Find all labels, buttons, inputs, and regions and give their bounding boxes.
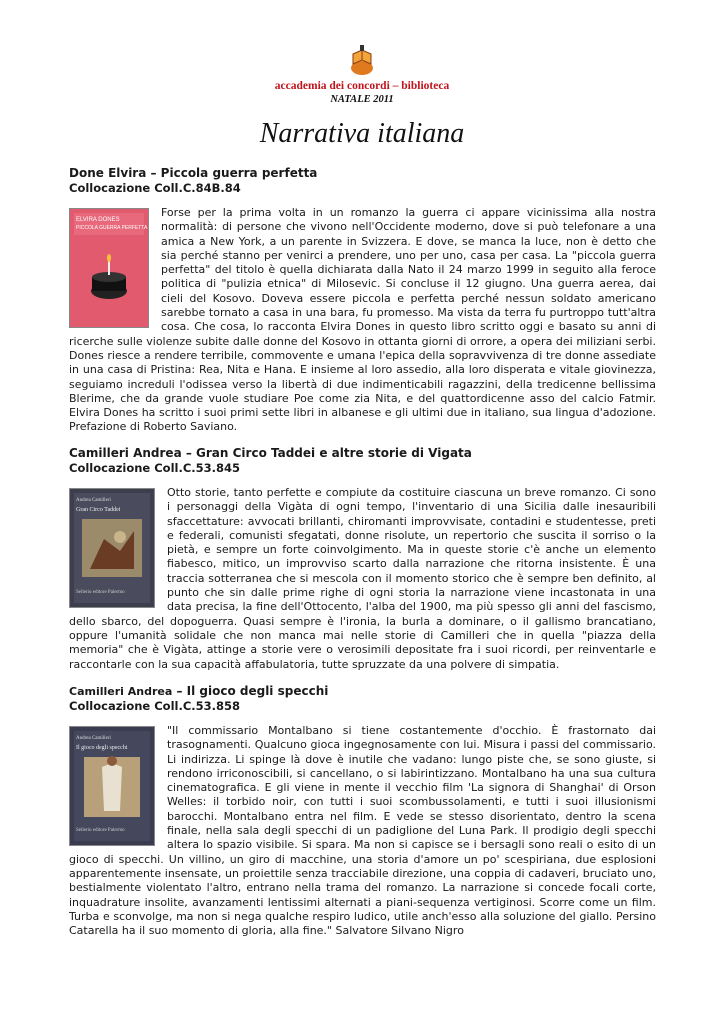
book-cover [69, 726, 155, 846]
organization-name: accademia dei concordi – biblioteca [274, 80, 450, 92]
library-logo-icon [344, 42, 380, 78]
book-description: Otto storie, tanto perfette e compiute da costituire ciascuna un breve romanzo. Ci sono i personaggi della Vigàta di ogni tempo, l'inventario di una Sicilia dalle inesauribili sfaccettature: avvocati brillanti, chiromanti improvvisate, contadini e studentesse, preti e federali, comunisti sfegatati, donne risolute, un repertorio che suscita il sorriso o la pietà, e sempre un forte coinvolgimento. Ma in queste storie c'è anche un elemento fiabesco, mitico, un improvviso scarto dalla narrazione che ritorna insistente. È una traccia sotterranea che si mescola con il momento storico che è sempre ben definito, al punto che sin dalle prime righe di ogni storia la narrazione viene incastonata in una data precisa, la fine dell'Ottocento, l'alba del 1900, ma più spesso gli anni del fascismo, dello sbarco, del dopoguerra. Quasi sempre è l'ironia, la burla a dominare, o il gallismo brancatiano, oppure l'umanità solidale che non manca mai nelle storie di Camilleri che in quella "piazza della memoria" che è Vigàta, attinge a storie vere o verosimili depositate fra i suoi ricordi, per reinventarle e raccontarle con la sua capacità affabulatoria, tutte spruzzate da una polvere di simpatia. [69, 486, 656, 671]
svg-text:Andrea Camilleri: Andrea Camilleri [76, 736, 111, 741]
svg-text:Andrea Camilleri: Andrea Camilleri [76, 498, 111, 503]
book-entry [69, 446, 656, 672]
svg-text:Gran Circo Taddei: Gran Circo Taddei [76, 507, 121, 513]
book-collocation: Collocazione Coll.C.84B.84 [69, 181, 241, 195]
book-cover [69, 488, 155, 608]
page-title: Narrativa italiana [259, 118, 465, 149]
book-collocation: Collocazione Coll.C.53.845 [69, 461, 241, 475]
book-title: Done Elvira – Piccola guerra perfetta [69, 166, 318, 180]
book-description: "Il commissario Montalbano si tiene costantemente d'occhio. È frastornato dai trasognamenti. Qualcuno gioca ingegnosamente con lui. Misura i passi del commissario. Li indirizza. Li spinge là dove è inutile che vadano: lungo piste che, se sono giuste, si rendono irriconoscibili, si cancellano, o si labirintizzano. Montalbano ha una sua cultura cinematografica. E gli viene in mente il vecchio film 'La signora di Shanghai' di Orson Welles: il torbido noir, con tutti i suoi scombussolamenti, e tutti i suoi illusionismi barocchi. Montalbano entra nel film. E vede se stesso disorientato, dentro la scena finale, nella sala degli specchi di un padiglione del Luna Park. Il prodigio degli specchi altera lo spazio visibile. Si spara. Ma non si capisce se i bersagli sono reali o esito di un gioco di specchi. Un villino, un giro di macchine, una storia d'amore un po' scespiriana, due esplosioni apparentemente insensate, un proiettile senza tracciabile direzione, una coppia di cadaveri, bruciato uno, bestialmente violentato l'altro, entrano nella trama del romanzo. La narrazione si concede focali corte, inquadrature insolite, avanzamenti lentissimi alternati a piani-sequenza vertiginosi. Scorre come un film. Turba e sconvolge, ma non si nega qualche respiro ludico, utile anch'esso alla soluzione del giallo. Persino Catarella ha il suo momento di gloria, alla fine." Salvatore Silvano Nigro [69, 724, 656, 938]
book-author: Camilleri Andrea [69, 685, 173, 698]
book-title-main: – Il gioco degli specchi [172, 684, 329, 698]
svg-text:Sellerio editore Palermo: Sellerio editore Palermo [76, 828, 125, 833]
book-title [69, 684, 656, 699]
svg-text:ELVIRA DONES: ELVIRA DONES [76, 217, 120, 223]
edition-label: NATALE 2011 [330, 94, 394, 105]
book-entry [69, 684, 656, 938]
book-cover [69, 208, 149, 328]
book-description: Forse per la prima volta in un romanzo la guerra ci appare vicinissima alla nostra normalità: di persone che vivono nell'Occidente moderno, dove si può telefonare a una amica a New York, a un parente in Svizzera. E dove, se manca la luce, non è detto che sia perché stanno per venirci a prendere, uno per uno, casa per casa. La "piccola guerra perfetta" del titolo è quella dichiarata dalla Nato il 24 marzo 1999 in seguito alla feroce politica di "pulizia etnica" di Milosevic. Si concluse il 12 giugno. Una guerra aerea, dai cieli del Kosovo. Doveva essere piccola e perfetta perché nessun soldato americano sarebbe tornato a casa in una bara, fu promesso. Ma vista da terra fu purtroppo tutt'altra cosa. Che cosa, lo racconta Elvira Dones in questo libro scritto oggi e basato su anni di ricerche sulle violenze subite dalle donne del Kosovo in ottanta giorni di orrore, a opera dei miliziani serbi. Dones riesce a rendere terribile, commovente e umana l'epica della sopravvivenza di tre donne assediate in una casa di Pristina: Rea, Nita e Hana. E insieme al loro assedio, alla loro disperata e vitale giovinezza, seguiamo increduli l'odissea verso la libertà di due indimenticabili ragazzini, della tredicenne bellissima Blerime, che da grande vuole studiare Poe come zia Nita, e del quattordicenne asso del calcio Fatmir. Elvira Dones ha scritto i suoi primi sette libri in albanese e gli ultimi due in italiano, sua lingua d'adozione. Prefazione di Roberto Saviano. [69, 206, 656, 434]
book-title: Camilleri Andrea – Gran Circo Taddei e altre storie di Vigata [69, 446, 472, 460]
book-collocation: Collocazione Coll.C.53.858 [69, 699, 241, 713]
svg-text:Sellerio editore Palermo: Sellerio editore Palermo [76, 590, 125, 595]
book-entry [69, 166, 656, 435]
svg-text:PICCOLA GUERRA PERFETTA: PICCOLA GUERRA PERFETTA [76, 225, 148, 231]
svg-text:Il gioco degli specchi: Il gioco degli specchi [76, 745, 128, 751]
